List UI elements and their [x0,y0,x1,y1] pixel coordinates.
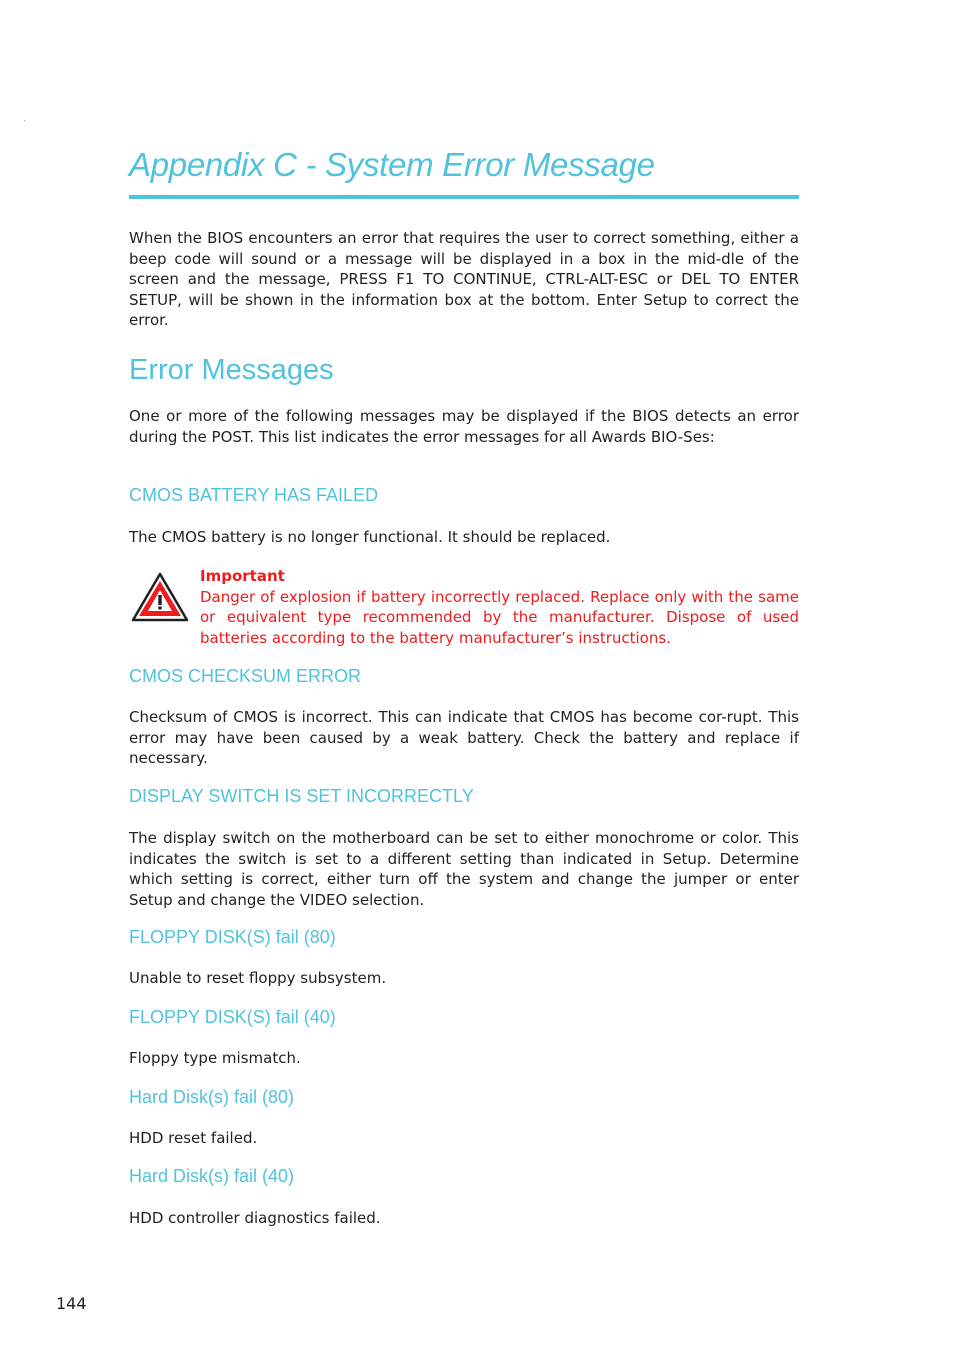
warning-box [200,566,799,648]
error-heading: DISPLAY SWITCH IS SET INCORRECTLY [129,786,474,806]
section-intro-paragraph: One or more of the following messages may be displayed if the BIOS detects an error during the POST. This list indicates the error messages for all Awards BIO-Ses: [129,407,799,446]
error-heading: Hard Disk(s) fail (80) [129,1087,295,1107]
title-underline [129,195,799,199]
error-heading: FLOPPY DISK(S) fail (80) [129,927,336,947]
intro-paragraph: When the BIOS encounters an error that requires the user to correct something, either a beep code will sound or a message will be displayed in a box in the mid-dle of the screen and the message, PRESS F1 TO CONTINUE, CTRL-ALT-ESC or DEL TO ENTER SETUP, will be shown in the information box at the bottom. Enter Setup to correct the error. [129,229,799,329]
section-heading: Error Messages [129,354,334,386]
warning-title: Important [200,567,285,585]
page-corner-mark [24,120,25,121]
page-number: 144 [56,1294,87,1313]
page-title: Appendix C - System Error Message [129,146,655,183]
warning-triangle-icon [131,571,189,623]
error-description: Unable to reset floppy subsystem. [129,969,387,987]
error-description: The CMOS battery is no longer functional. It should be replaced. [129,528,611,546]
error-heading: FLOPPY DISK(S) fail (40) [129,1007,336,1027]
error-description: HDD reset failed. [129,1129,258,1147]
error-description: Floppy type mismatch. [129,1049,301,1067]
error-description: HDD controller diagnostics failed. [129,1209,381,1227]
warning-text: Danger of explosion if battery incorrectly replaced. Replace only with the same or equivalent type recommended by the manufacturer. Dispose of used batteries according to the battery manufacturer’s instructions. [200,587,799,647]
error-description: Checksum of CMOS is incorrect. This can indicate that CMOS has become cor-rupt. This error may have been caused by a weak battery. Check the battery and replace if necessary. [129,708,799,767]
error-heading: CMOS CHECKSUM ERROR [129,666,362,686]
error-heading: CMOS BATTERY HAS FAILED [129,485,379,505]
error-description: The display switch on the motherboard can be set to either monochrome or color. This indicates the switch is set to a different setting than indicated in Setup. Determine which setting is correct, either turn off the system and change the jumper or enter Setup and change the VIDEO selection. [129,829,799,909]
error-heading: Hard Disk(s) fail (40) [129,1166,295,1186]
